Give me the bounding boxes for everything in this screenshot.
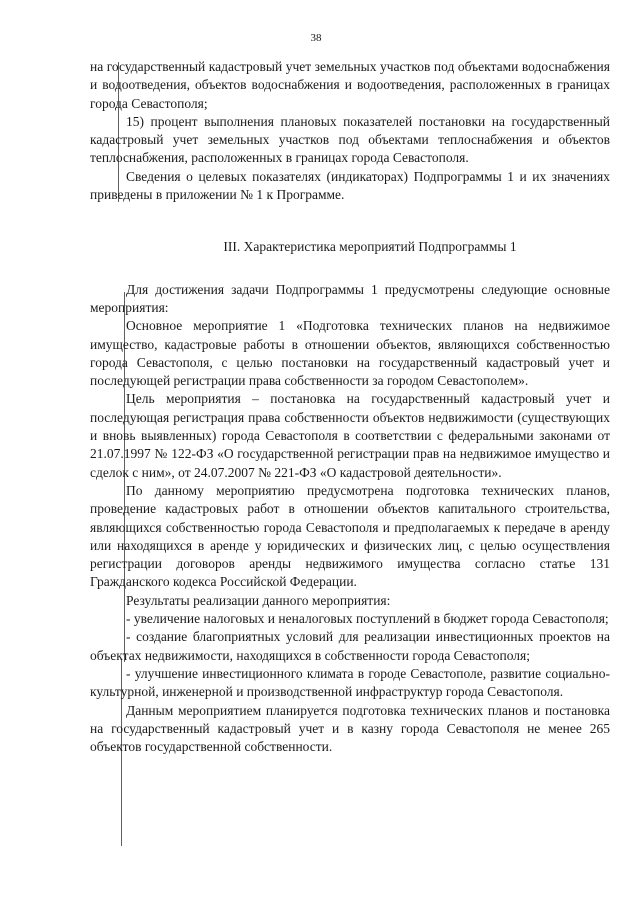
paragraph-results-heading: Результаты реализации данного мероприятия: bbox=[126, 592, 391, 608]
list-item-tax-revenue: - увеличение налоговых и неналоговых поступлений в бюджет города Севастополя; bbox=[126, 611, 609, 627]
paragraph-main-activities: Для достижения задачи Подпрограммы 1 предусмотрены следующие основные мероприятия: bbox=[90, 281, 610, 315]
paragraph-activity-scope: По данному мероприятию предусмотрена подготовка технических планов, проведение кадастровых работ в отношении объектов капитального строительства, являющихся собственностью города Севастополя и предполагаемых к передаче в аренду или находящихся в аренде у юридических и физических лиц, с целью осуществления регистрации договоров аренды недвижимого имущества согласно статье 131 Гражданского кодекса Российской Федерации. bbox=[90, 482, 610, 590]
paragraph-main-activity-1: Основное мероприятие 1 «Подготовка технических планов на недвижимое имущество, кадастровые работы в отношении объектов, являющихся собственностью города Севастополя, с целью постановки на государственный кадастровый учет и последующей регистрации права собственности за городом Севастополем». bbox=[90, 318, 610, 389]
paragraph-target-indicators: Сведения о целевых показателях (индикаторах) Подпрограммы 1 и их значениях приведены в приложении № 1 к Программе. bbox=[90, 168, 610, 203]
page-number: 38 bbox=[310, 32, 322, 44]
list-item-investment-climate: - улучшение инвестиционного климата в городе Севастополе, развитие социально-культурной, инженерной и производственной инфраструктур города Севастополя. bbox=[90, 665, 610, 700]
paragraph-indicator-15: 15) процент выполнения плановых показателей постановки на государственный кадастровый учет земельных участков под объектами теплоснабжения и объектов теплоснабжения, расположенных в границах города Севастополя. bbox=[90, 113, 610, 166]
section-heading: III. Характеристика мероприятий Подпрограммы 1 bbox=[223, 239, 517, 255]
paragraph-activity-goal: Цель мероприятия – постановка на государственный кадастровый учет и последующая регистрация права собственности объектов недвижимости (существующих и вновь выявленных) города Севастополя в соответствии с федеральными законами от 21.07.1997 № 122-ФЗ «О государственной регистрации прав на недвижимое имущество и сделок с ним», от 24.07.2007 № 221-ФЗ «О кадастровой деятельности». bbox=[90, 391, 610, 480]
document-body bbox=[90, 58, 610, 756]
paragraph-water-supply: на государственный кадастровый учет земельных участков под объектами водоснабжения и водоотведения, объектов водоснабжения и водоотведения, расположенных в границах города Севастополя; bbox=[90, 59, 610, 111]
list-item-investment-conditions: - создание благоприятных условий для реализации инвестиционных проектов на объектах недвижимости, находящихся в собственности города Севастополя; bbox=[90, 629, 610, 663]
paragraph-planned-objects: Данным мероприятием планируется подготовка технических планов и постановка на государственный кадастровый учет и в казну города Севастополя не менее 265 объектов государственной собственности. bbox=[90, 702, 610, 755]
